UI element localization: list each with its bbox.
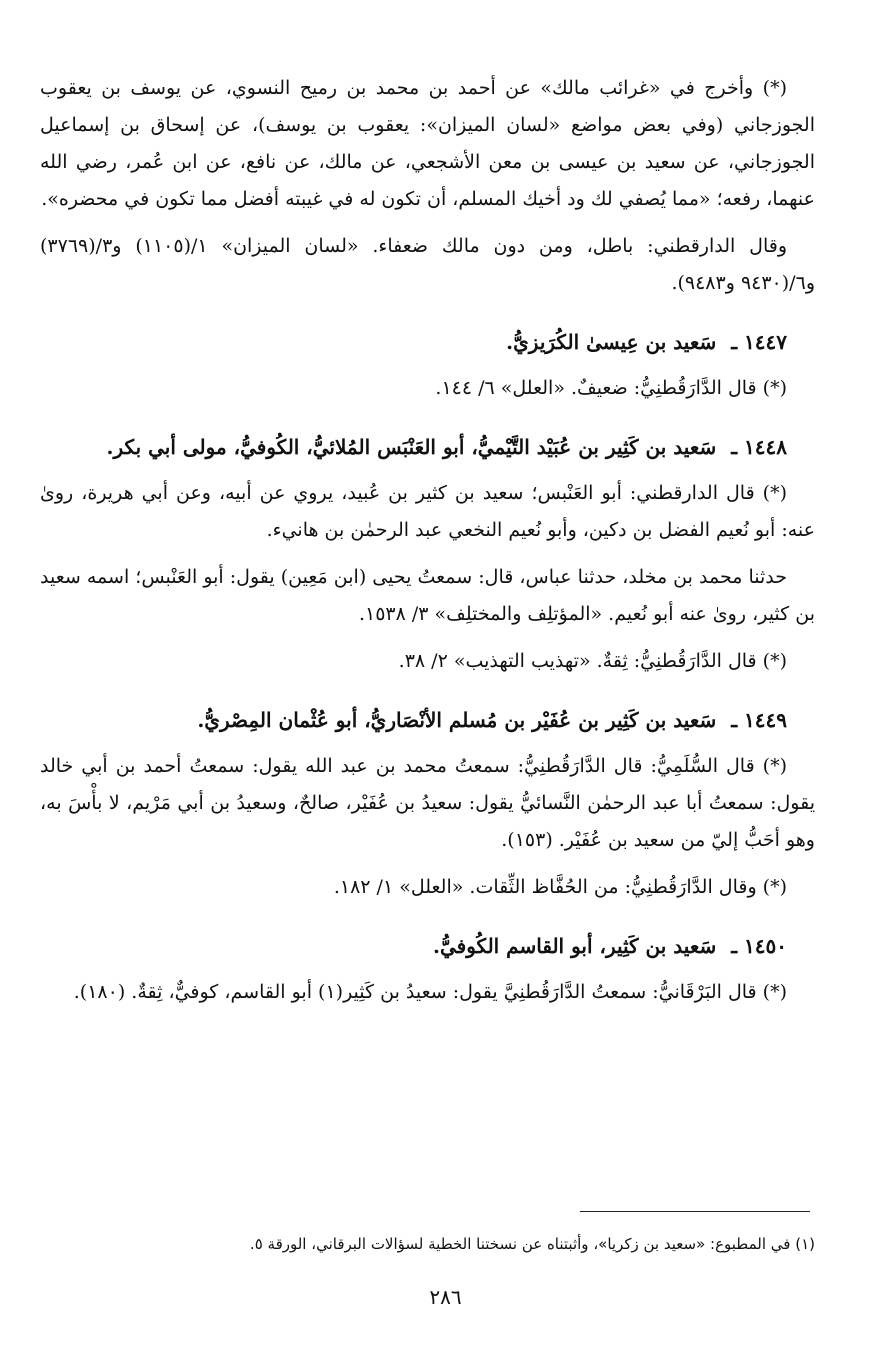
- paragraph: (*) قال الدَّارَقُطنِيُّ: ضعيفٌ. «العلل» ٦/ ١٤٤.: [435, 377, 787, 399]
- paragraph: (*) قال الدَّارَقُطنِيُّ: ثِقةٌ. «تهذيب التهذيب» ٢/ ٣٨.: [398, 650, 787, 672]
- entry-number: ١٤٤٩ ـ: [731, 708, 787, 732]
- entry-title: سَعيد بن عِيسىٰ الكُرَيزيُّ.: [506, 330, 717, 354]
- paragraph: (*) قال البَرْقَانيُّ: سمعتُ الدَّارَقُطنِيَّ يقول: سعيدُ بن كَثِير(١) أبو القاسم، كوفيٌّ، ثِقةٌ. (١٨٠).: [73, 981, 787, 1003]
- entry-title: سَعيد بن كَثِير بن عُفَيْر بن مُسلم الأنْصَاريُّ، أبو عُثْمان المِصْريُّ.: [197, 708, 717, 732]
- page-body: [40, 70, 815, 1021]
- entry-heading: [40, 322, 815, 362]
- footnote-divider: [580, 1211, 810, 1212]
- entry-heading: [40, 700, 815, 740]
- entry-heading: [40, 427, 815, 467]
- page-number: ٢٨٦: [429, 1285, 462, 1309]
- paragraph: (*) قال الدارقطني: أبو العَنْبس؛ سعيد بن كثير بن عُبيد، يروي عن أبيه، وعن أبي هريرة، روىٰ عنه: أبو نُعيم الفضل بن دكين، وأبو نُعيم النخعي عبد الرحمٰن بن هانيء.: [40, 482, 815, 541]
- entry-number: ١٤٥٠ ـ: [731, 934, 787, 958]
- paragraph: (*) وأخرج في «غرائب مالك» عن أحمد بن محمد بن رميح النسوي، عن يوسف بن يعقوب الجوزجاني (وفي بعض مواضع «لسان الميزان»: يعقوب بن يوسف)، عن إسحاق بن إسماعيل الجوزجاني، عن سعيد بن عيسى بن معن الأشجعي، عن مالك، عن نافع، عن ابن عُمر، رضي الله عنهما، رفعه؛ «مما يُصفي لك ود أخيك المسلم، أن تكون له في غيبته أفضل مما تكون في محضره».: [40, 77, 815, 210]
- paragraph: حدثنا محمد بن مخلد، حدثنا عباس، قال: سمعتُ يحيى (ابن مَعِين) يقول: أبو العَنْبس؛ اسمه سعيد بن كثير، روىٰ عنه أبو نُعيم. «المؤتلِف والمختلِف» ٣/ ١٥٣٨.: [40, 566, 815, 625]
- entry-number: ١٤٤٨ ـ: [731, 435, 787, 459]
- entry-number: ١٤٤٧ ـ: [731, 330, 787, 354]
- paragraph: (*) وقال الدَّارَقُطنِيُّ: من الحُفَّاظ الثِّقات. «العلل» ١/ ١٨٢.: [333, 876, 787, 898]
- entry-heading: [40, 926, 815, 966]
- paragraph: وقال الدارقطني: باطل، ومن دون مالك ضعفاء. «لسان الميزان» ١/(١١٠٥) و٣/(٣٧٦٩) و٦/(٩٤٣٠ و٩٤٨٣).: [40, 235, 815, 294]
- paragraph: (*) قال السُّلَمِيُّ: قال الدَّارَقُطنِيُّ: سمعتُ محمد بن عبد الله يقول: سمعتُ أحمد بن أبي خالد يقول: سمعتُ أبا عبد الرحمٰن النَّسائيُّ يقول: سعيدُ بن عُفَيْر، صالحٌ، وسعيدُ بن أبي مَرْيم، لا بأْسَ به، وهو أحَبُّ إليّ من سعيد بن عُفَيْر. (١٥٣).: [40, 755, 815, 851]
- footnote: (١) في المطبوع: «سعيد بن زكريا»، وأثبتناه عن نسختنا الخطية لسؤالات البرقاني، الورقة ٥.: [249, 1235, 815, 1253]
- entry-title: سَعيد بن كَثِير بن عُبَيْد التَّيْميُّ، أبو العَنْبَس المُلائيُّ، الكُوفيُّ، مولى أبي بكر.: [106, 435, 717, 459]
- entry-title: سَعيد بن كَثِير، أبو القاسم الكُوفيُّ.: [433, 934, 717, 958]
